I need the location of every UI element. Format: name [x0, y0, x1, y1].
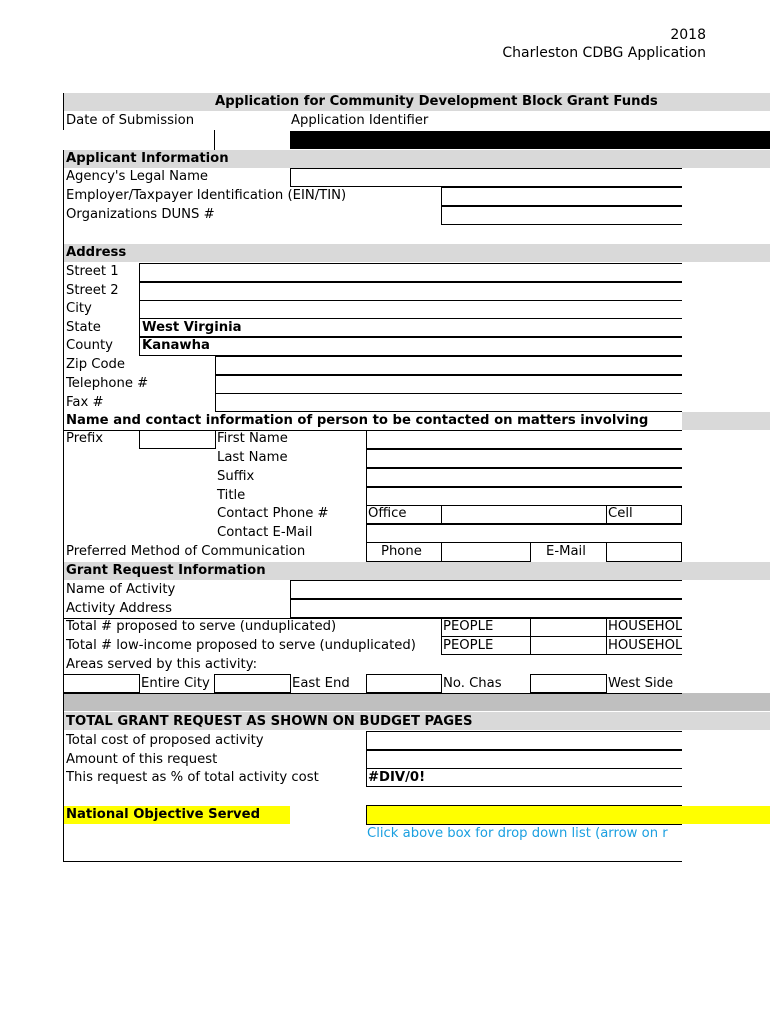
total-proposed-people-label: PEOPLE — [443, 619, 494, 634]
zip-label: Zip Code — [66, 357, 126, 372]
national-objective-field-border — [366, 805, 682, 825]
activity-address-label: Activity Address — [66, 601, 173, 616]
state-label: State — [66, 320, 101, 335]
duns-label: Organizations DUNS # — [66, 207, 215, 222]
first-name-label: First Name — [217, 431, 288, 446]
county-label: County — [66, 338, 113, 353]
amount-field[interactable] — [366, 750, 682, 769]
contact-band-ext — [682, 412, 770, 430]
suffix-label: Suffix — [217, 469, 255, 484]
contact-heading: Name and contact information of person to be contacted on matters involving — [66, 413, 649, 428]
street1-label: Street 1 — [66, 264, 119, 279]
prefix-label: Prefix — [66, 431, 104, 446]
duns-field[interactable] — [441, 206, 682, 225]
percent-label: This request as % of total activity cost — [66, 770, 319, 785]
activity-name-field[interactable] — [290, 580, 682, 599]
no-chas-checkbox[interactable] — [366, 674, 442, 693]
grant-heading: Grant Request Information — [66, 563, 266, 578]
total-proposed-people-field[interactable] — [530, 618, 607, 637]
activity-address-field[interactable] — [290, 599, 682, 618]
total-proposed-households-label: HOUSEHOL — [608, 619, 682, 634]
title-field[interactable] — [366, 487, 682, 506]
zip-field[interactable] — [215, 356, 682, 375]
area-west-side: West Side — [608, 676, 674, 691]
form-title: Application for Community Development Block Grant Funds — [215, 94, 658, 109]
county-field[interactable] — [139, 337, 682, 356]
national-objective-label: National Objective Served — [66, 807, 261, 822]
county-value: Kanawha — [142, 338, 210, 353]
street1-field[interactable] — [139, 263, 682, 282]
activity-name-label: Name of Activity — [66, 582, 176, 597]
application-identifier-label: Application Identifier — [291, 113, 429, 128]
area-east-end: East End — [292, 676, 350, 691]
total-cost-field[interactable] — [366, 731, 682, 750]
total-cost-label: Total cost of proposed activity — [66, 733, 264, 748]
header-doc-title: Charleston CDBG Application — [502, 45, 706, 61]
header-year: 2018 — [670, 27, 706, 43]
cell-label: Cell — [608, 506, 633, 521]
contact-email-field[interactable] — [366, 524, 682, 543]
telephone-field[interactable] — [215, 375, 682, 394]
title-label: Title — [217, 488, 246, 503]
suffix-field[interactable] — [366, 468, 682, 487]
total-heading: TOTAL GRANT REQUEST AS SHOWN ON BUDGET PAGES — [66, 714, 473, 729]
state-value: West Virginia — [142, 320, 242, 335]
areas-served-label: Areas served by this activity: — [66, 657, 258, 672]
date-of-submission-label: Date of Submission — [66, 113, 195, 128]
low-income-households-label: HOUSEHOL — [608, 638, 682, 653]
office-phone-field[interactable] — [441, 505, 607, 524]
area-entire-city: Entire City — [141, 676, 210, 691]
street2-label: Street 2 — [66, 283, 119, 298]
telephone-label: Telephone # — [66, 376, 149, 391]
fax-field[interactable] — [215, 393, 682, 412]
frame-bottom — [63, 861, 682, 862]
address-heading: Address — [66, 245, 127, 260]
preferred-method-label: Preferred Method of Communication — [66, 544, 306, 559]
fax-label: Fax # — [66, 395, 104, 410]
low-income-people-field[interactable] — [530, 636, 607, 655]
ein-label: Employer/Taxpayer Identification (EIN/TIN) — [66, 188, 347, 203]
area-no-chas: No. Chas — [443, 676, 502, 691]
city-field[interactable] — [139, 300, 682, 319]
email-option-label: E-Mail — [546, 544, 586, 559]
first-name-field[interactable] — [366, 430, 682, 449]
entire-city-checkbox[interactable] — [63, 674, 140, 693]
contact-phone-label: Contact Phone # — [217, 506, 329, 521]
areas-bottom-line — [63, 693, 682, 694]
phone-option-label: Phone — [381, 544, 422, 559]
amount-label: Amount of this request — [66, 752, 218, 767]
last-name-field[interactable] — [366, 449, 682, 468]
total-proposed-label: Total # proposed to serve (unduplicated) — [66, 619, 337, 634]
low-income-people-label: PEOPLE — [443, 638, 494, 653]
office-label: Office — [368, 506, 407, 521]
frame-left — [63, 93, 64, 861]
last-name-label: Last Name — [217, 450, 288, 465]
total-low-income-label: Total # low-income proposed to serve (unduplicated) — [66, 638, 416, 653]
email-option-field[interactable] — [606, 542, 682, 562]
agency-name-label: Agency's Legal Name — [66, 169, 209, 184]
percent-value: #DIV/0! — [368, 770, 426, 785]
ein-field[interactable] — [441, 187, 682, 206]
date-of-submission-field[interactable] — [63, 130, 215, 150]
phone-option-field[interactable] — [441, 542, 531, 562]
agency-name-field[interactable] — [290, 168, 682, 187]
street2-field[interactable] — [139, 282, 682, 301]
prefix-field[interactable] — [139, 430, 216, 449]
contact-email-label: Contact E-Mail — [217, 525, 313, 540]
city-label: City — [66, 301, 92, 316]
applicant-heading: Applicant Information — [66, 151, 229, 166]
west-side-checkbox[interactable] — [530, 674, 607, 693]
east-end-checkbox[interactable] — [214, 674, 291, 693]
national-objective-hint: Click above box for drop down list (arrow on r — [367, 826, 668, 841]
